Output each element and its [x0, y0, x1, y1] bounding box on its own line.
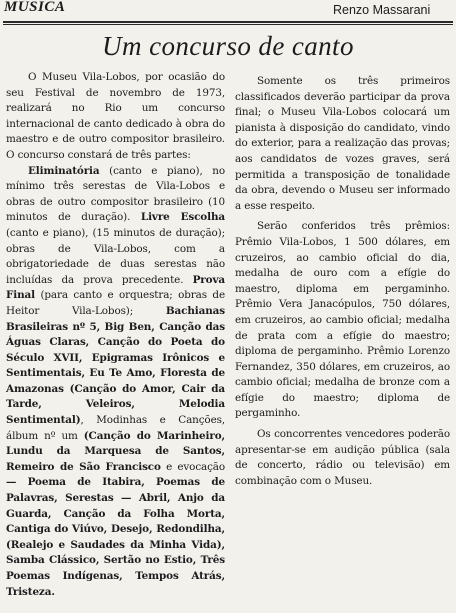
- header-rule: [3, 21, 453, 23]
- works-list-1: Bachianas Brasileiras nº 5, Big Ben, Canção das Águas Claras, Canção do Poeta do Século XVII, Epigramas Irônicos e Sentimentais, Eu Te Amo, Floresta de Amazonas (Canção do Amor, Cair da Tarde, Veleiros, Melodia Sentimental): [6, 304, 225, 427]
- header-rule-thin: [3, 24, 453, 25]
- article-column-right: [235, 69, 450, 489]
- text-livre-escolha: (canto e piano), (15 minutos de duração); obras de Vila-Lobos, com a obrigatoriedade de duas serestas não incluídas da prova precedente.: [6, 226, 225, 286]
- section-label: MÚSICA: [4, 0, 66, 15]
- article-title: Um concurso de canto: [102, 31, 354, 61]
- article-column-left: [6, 70, 225, 600]
- paragraph-rules: [6, 164, 225, 601]
- paragraph-prizes: Serão conferidos três prêmios: Prêmio Vila-Lobos, 1 500 dólares, em cruzeiros, ao cambio oficial do dia, medalha de ouro com a efígie do maestro, diploma em pergaminho. Prêmio Vera Janacópulos, 750 dólares, em cruzeiros, ao cambio oficial; medalha de prata com a efígie do maestro; diploma de pergaminho. Prêmio Lorenzo Fernandez, 350 dólares, em cruzeiros, ao cambio oficial; medalha de bronze com a efígie do maestro; diploma de pergaminho.: [235, 220, 450, 420]
- paragraph-final-rules: Somente os três primeiros classificados deverão participar da prova final; o Museu Vila-Lobos colocará um pianista à disposição do candidato, vindo do exterior, para a realização das provas; aos candidatos de vozes graves, será permitida a transposição de tonalidade da obra, devendo o Museu ser informado a esse respeito.: [235, 75, 450, 212]
- works-list-3: — Poema de Itabira, Poemas de Palavras, Serestas — Abril, Anjo da Guarda, Canção da Folha Morta, Cantiga do Viúvo, Desejo, Redondilha, (Realejo e Saudades da Minha Vida), Samba Clássico, Sertão no Estio, Três Poemas Indígenas, Tempos Atrás, Tristeza.: [6, 476, 225, 598]
- paragraph-winners: Os concorrentes vencedores poderão apresentar-se em audição pública (sala de concerto, rádio ou televisão) em combinação com o Museu.: [235, 428, 450, 487]
- label-eliminatoria: Eliminatória: [28, 164, 100, 177]
- paragraph-intro: O Museu Vila-Lobos, por ocasião do seu Festival de novembro de 1973, realizará no Rio um concurso internacional de canto dedicado à obra do maestro e de outro compositor brasileiro. O concurso constará de três partes:: [6, 71, 225, 161]
- label-livre-escolha: Livre Escolha: [140, 211, 225, 224]
- works-list-2: (Canção do Marinheiro, Lundu da Marquesa de Santos, Remeiro de São Francisco: [6, 429, 225, 473]
- works-separator: , Modinhas e Canções, álbum nº um: [6, 414, 225, 442]
- text-eliminatoria: (canto e piano), no mínimo três serestas de Vila-Lobos e obras de outro compositor brasileiro (10 minutos de duração).: [6, 164, 225, 224]
- author-byline: Renzo Massarani: [333, 3, 431, 17]
- works-separator-2: e evocação: [160, 460, 225, 473]
- text-prova-final: (para canto e orquestra; obras de Heitor Vila-Lobos);: [6, 289, 225, 317]
- label-prova-final: Prova Final: [6, 273, 225, 302]
